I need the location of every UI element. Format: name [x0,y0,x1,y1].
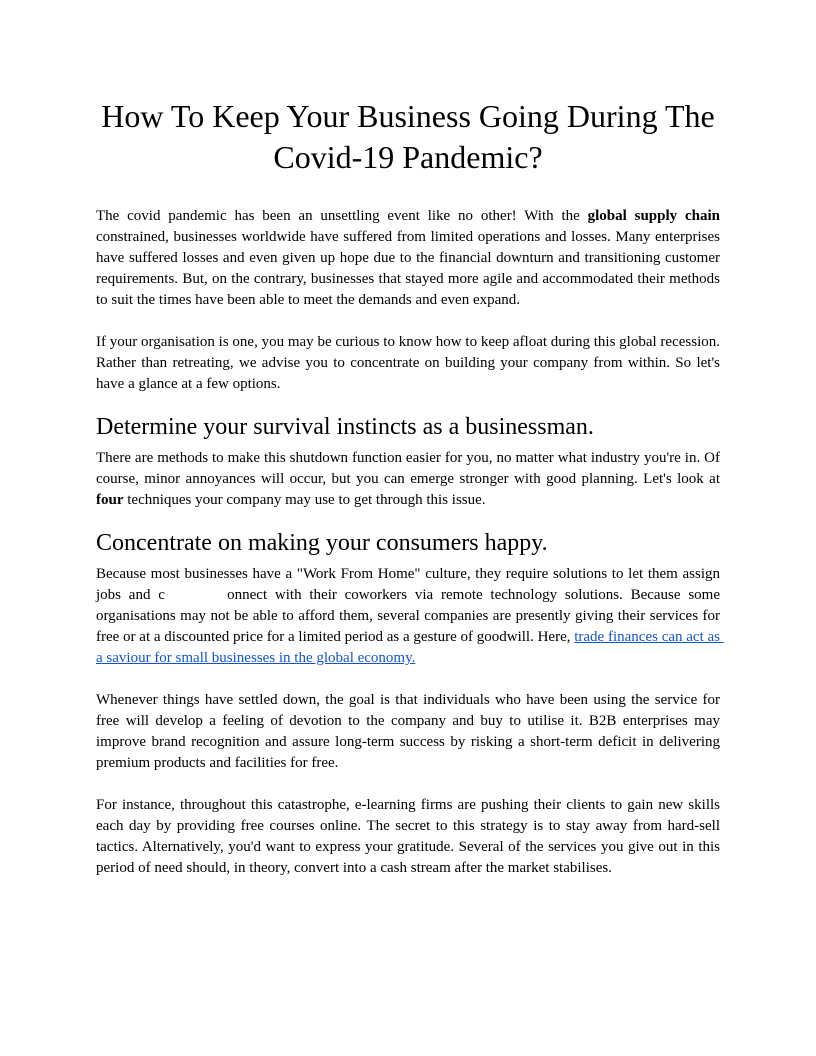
title-line-2: Covid-19 Pandemic? [273,139,543,175]
survival-paragraph-bold: four [96,492,124,508]
consumers-paragraph-2: Whenever things have settled down, the goal is that individuals who have been using the service for free will develop a feeling of devotion to the company and buy to utilise it. B2B enterprises may improve brand recognition and assure long-term success by risking a short-term deficit in delivering premium products and facilities for free. [96,692,720,771]
document-title [96,0,720,178]
document-page [96,0,724,879]
survival-paragraph-text-b: techniques your company may use to get through this issue. [123,492,486,508]
consumers-paragraph-1-text: Because most businesses have a "Work From Home" culture, they require solutions to let them assign jobs and c onnect with their coworkers via remote technology solutions. Because some organisations may not be able to afford them, several companies are presently giving their services for free or at a discounted price for a limited period as a gesture of goodwill. Here, [96,566,724,645]
section-heading-survival: Determine your survival instincts as a businessman. [96,414,594,440]
intro-paragraph-1-bold: global supply chain [587,208,721,224]
consumers-paragraph-3: For instance, throughout this catastrophe, e-learning firms are pushing their clients to gain new skills each day by providing free courses online. The secret to this strategy is to stay away from hard-sell tactics. Alternatively, you'd want to express your gratitude. Several of the services you give out in this period of need should, in theory, convert into a cash stream after the market stabilises. [96,797,720,876]
intro-paragraph-1-text-b: constrained, businesses worldwide have suffered from limited operations and losses. Many enterprises have suffered losses and even given up hope due to the financial downturn and transitioning customer requirements. But, on the contrary, businesses that stayed more agile and accommodated their methods to suit the times have been able to meet the demands and even expand. [96,229,720,308]
survival-paragraph-text-a: There are methods to make this shutdown function easier for you, no matter what industry you're in. Of course, minor annoyances will occur, but you can emerge stronger with good planning. Let's look at [96,450,720,487]
title-line-1: How To Keep Your Business Going During The [101,98,715,134]
intro-paragraph-1 [96,206,720,311]
consumers-paragraph-1 [96,564,724,669]
section-heading-consumers: Concentrate on making your consumers happy. [96,530,548,556]
survival-paragraph [96,448,720,511]
trade-finances-link[interactable]: trade finances can act as a saviour for small businesses in the global economy. [96,629,724,666]
intro-paragraph-2: If your organisation is one, you may be curious to know how to keep afloat during this global recession. Rather than retreating, we advise you to concentrate on building your company from within. So let's have a glance at a few options. [96,334,720,392]
intro-paragraph-1-text-a: The covid pandemic has been an unsettling event like no other! With the [96,208,588,224]
